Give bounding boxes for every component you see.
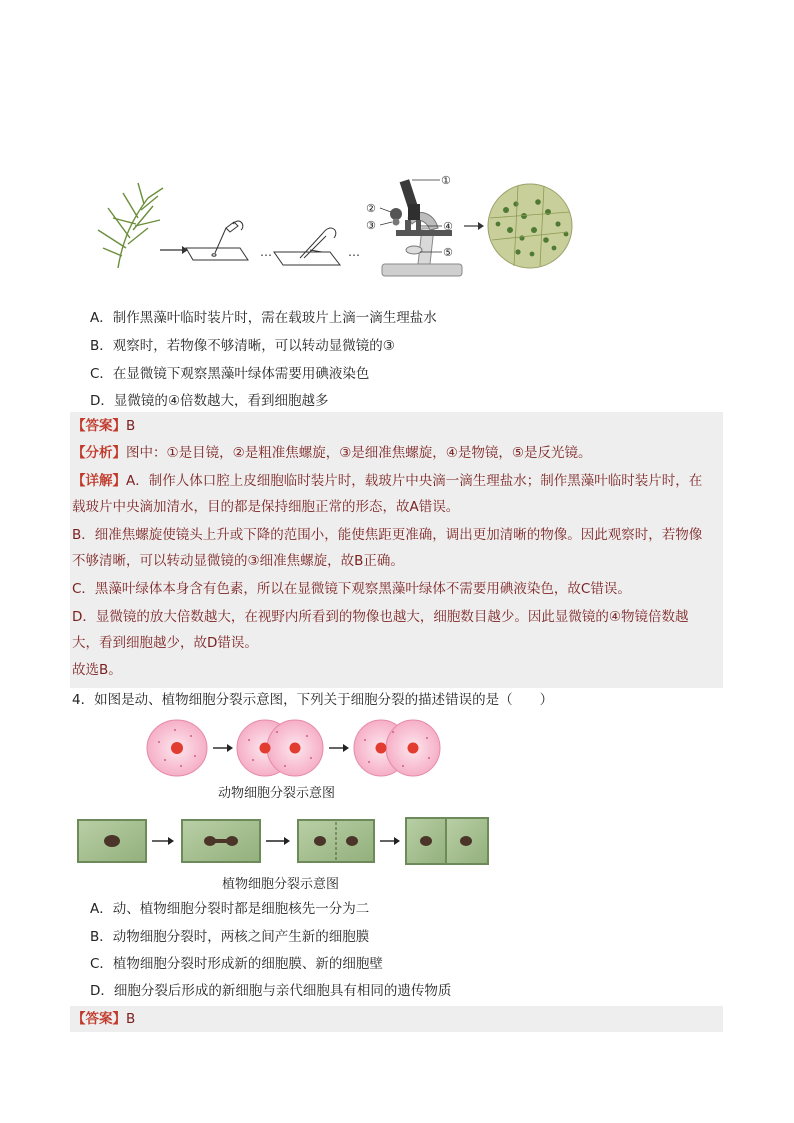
q3-figure-svg xyxy=(78,168,598,280)
q3-option-c: C．在显微镜下观察黑藻叶绿体需要用碘液染色 xyxy=(90,366,370,382)
plant-cell-division-figure xyxy=(76,814,494,870)
q3-detail-line: 大，看到细胞越少，故D错误。 xyxy=(72,635,258,651)
plant-caption: 植物细胞分裂示意图 xyxy=(222,877,340,892)
q4-question: 4．如图是动、植物细胞分裂示意图，下列关于细胞分裂的描述错误的是（ ） xyxy=(72,692,554,708)
arrow-icon xyxy=(213,744,233,752)
ellipsis-1: … xyxy=(260,245,272,259)
animal-cell-1 xyxy=(147,720,207,776)
answer-tag: 【答案】 xyxy=(72,1011,126,1027)
arrow-icon xyxy=(266,837,290,845)
label-3: ③ xyxy=(366,219,376,232)
animal-cell-3 xyxy=(354,720,440,776)
q4-option-d: D．细胞分裂后形成的新细胞与亲代细胞具有相同的遗传物质 xyxy=(90,983,452,999)
label-2: ② xyxy=(366,202,376,215)
q3-option-b: B．观察时，若物像不够清晰，可以转动显微镜的③ xyxy=(90,338,395,354)
animal-cell-2 xyxy=(237,720,323,776)
q4-answer-block xyxy=(70,1006,723,1032)
arrow-icon xyxy=(152,837,174,845)
q3-option-d: D．显微镜的④倍数越大，看到细胞越多 xyxy=(90,393,329,409)
analysis-text: 图中：①是目镜，②是粗准焦螺旋，③是细准焦螺旋，④是物镜，⑤是反光镜。 xyxy=(126,445,592,461)
q3-figure xyxy=(78,168,598,280)
animal-caption: 动物细胞分裂示意图 xyxy=(218,786,336,801)
q3-detail-line: 载玻片中央滴加清水，目的都是保持细胞正常的形态，故A错误。 xyxy=(72,499,460,515)
label-4: ④ xyxy=(443,220,453,233)
q3-option-a: A．制作黑藻叶临时装片时，需在载玻片上滴一滴生理盐水 xyxy=(90,310,437,326)
plant-cell-2 xyxy=(182,820,260,862)
q4-option-c: C．植物细胞分裂时形成新的细胞膜、新的细胞壁 xyxy=(90,956,383,972)
q3-answer xyxy=(72,416,135,436)
detail-text: A．制作人体口腔上皮细胞临时装片时，载玻片中央滴一滴生理盐水；制作黑藻叶临时装片时，在 xyxy=(126,473,703,489)
animal-cell-division-figure xyxy=(145,716,445,780)
q4-option-b: B．动物细胞分裂时，两核之间产生新的细胞膜 xyxy=(90,929,370,945)
microscope-view-image xyxy=(488,184,572,268)
arrow-icon xyxy=(329,744,349,752)
slide-drop-image xyxy=(186,221,248,260)
q3-detail-line: C．黑藻叶绿体本身含有色素，所以在显微镜下观察黑藻叶绿体不需要用碘液染色，故C错误。 xyxy=(72,581,631,597)
arrow-icon xyxy=(464,222,484,230)
q4-answer xyxy=(72,1009,135,1029)
answer-value: B xyxy=(126,418,136,434)
q3-detail-line xyxy=(72,471,702,491)
q4-option-a: A．动、植物细胞分裂时都是细胞核先一分为二 xyxy=(90,901,370,917)
animal-cell-division-svg xyxy=(145,716,445,780)
detail-tag: 【详解】 xyxy=(72,473,126,489)
q3-detail-line: D．显微镜的放大倍数越大，在视野内所看到的物像也越大，细胞数目越少。因此显微镜的④物镜倍数越 xyxy=(72,609,689,625)
q3-detail-line: B．细准焦螺旋使镜头上升或下降的范围小，能使焦距更准确，调出更加清晰的物像。因此观察时，若物像 xyxy=(72,527,703,543)
ellipsis-2: … xyxy=(348,245,360,259)
q3-detail-line: 不够清晰，可以转动显微镜的③细准焦螺旋，故B正确。 xyxy=(72,553,404,569)
arrow-icon xyxy=(380,837,400,845)
label-1: ① xyxy=(441,174,451,187)
plant-cell-1 xyxy=(78,820,146,862)
answer-value: B xyxy=(126,1011,136,1027)
arrow-icon xyxy=(160,246,188,254)
label-5: ⑤ xyxy=(443,246,453,259)
black-algae-plant-image xyxy=(98,183,163,268)
q3-analysis xyxy=(72,443,592,463)
plant-cell-3 xyxy=(298,820,374,862)
analysis-tag: 【分析】 xyxy=(72,445,126,461)
plant-cell-4 xyxy=(406,818,488,864)
q3-detail-line: 故选B。 xyxy=(72,662,122,678)
answer-tag: 【答案】 xyxy=(72,418,126,434)
slide-forceps-image xyxy=(274,228,340,265)
plant-cell-division-svg xyxy=(76,814,494,870)
